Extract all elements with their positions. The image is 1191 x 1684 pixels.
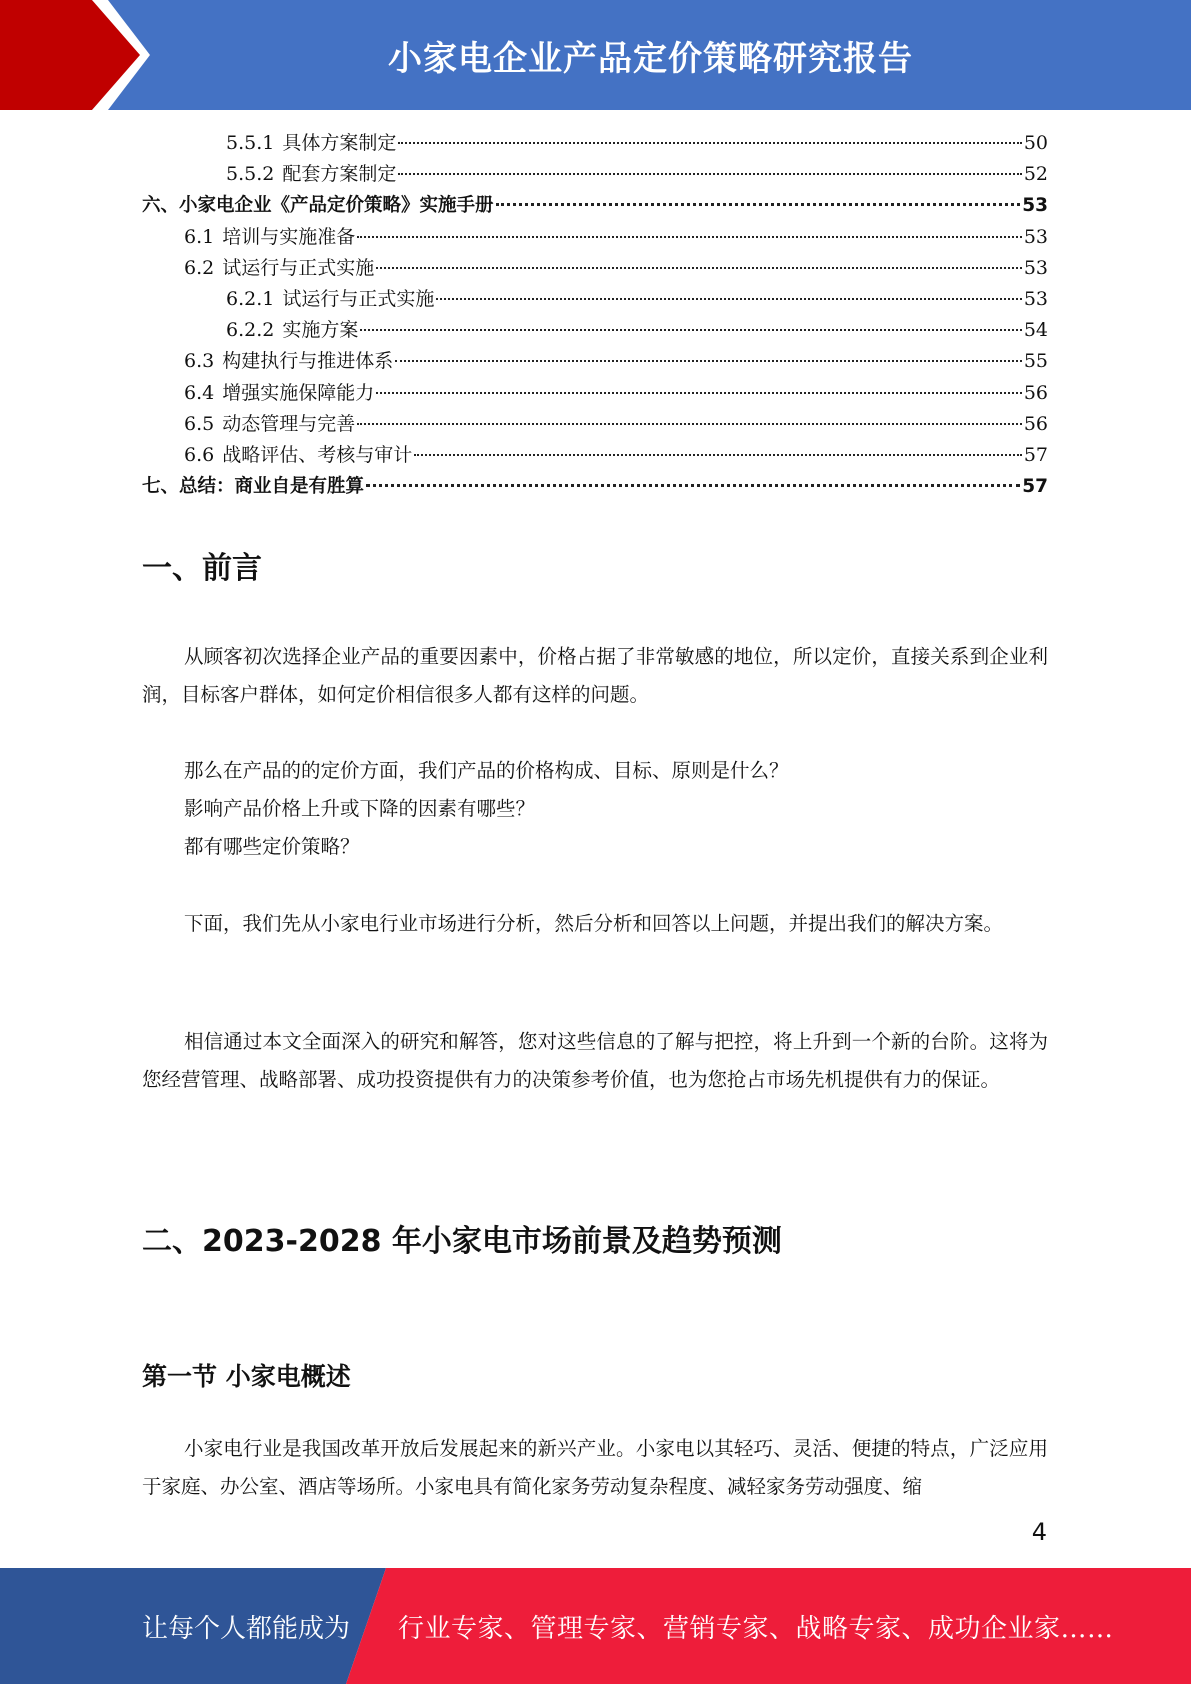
footer-slogan-left: 让每个人都能成为 [142,1613,351,1644]
toc-entry[interactable] [142,440,1048,471]
question-line: 都有哪些定价策略？ [184,835,360,858]
toc-entry-title: 总结：商业自是有胜算 [179,476,365,498]
toc-leader-dots [366,484,1020,487]
section-heading-market-outlook: 二、2023-2028 年小家电市场前景及趋势预测 [142,1224,782,1259]
toc-entry[interactable] [142,409,1048,440]
paragraph: 小家电行业是我国改革开放后发展起来的新兴产业。小家电以其轻巧、灵活、便捷的特点，广泛应用于家庭、办公室、酒店等场所。小家电具有简化家务劳动复杂程度、减轻家务劳动强度、缩 [142,1437,1048,1498]
footer-slogan-right: 行业专家、管理专家、营销专家、战略专家、成功企业家…… [398,1613,1114,1644]
toc-entry[interactable] [142,159,1048,190]
toc-entry[interactable] [142,253,1048,284]
toc-entry-page: 56 [1023,381,1048,404]
table-of-contents [142,128,1048,502]
toc-leader-dots [398,142,1021,144]
toc-leader-dots [376,267,1022,269]
toc-entry-number: 六、 [142,195,180,217]
toc-entry-title: 培训与实施准备 [222,225,356,248]
subsection-heading: 第一节 小家电概述 [142,1362,351,1391]
toc-entry-page: 52 [1023,163,1048,186]
toc-entry[interactable] [142,346,1048,377]
toc-entry[interactable] [142,190,1048,221]
toc-entry[interactable] [142,128,1048,159]
toc-entry-title: 增强实施保障能力 [222,381,375,404]
toc-entry-page: 54 [1023,319,1048,342]
paragraph: 从顾客初次选择企业产品的重要因素中，价格占据了非常敏感的地位，所以定价，直接关系到企业利润，目标客户群体，如何定价相信很多人都有这样的问题。 [142,645,1048,706]
toc-entry[interactable] [142,378,1048,409]
toc-entry-number: 6.2 [184,256,215,279]
toc-entry-page: 53 [1023,287,1048,310]
paragraph: 下面，我们先从小家电行业市场进行分析，然后分析和回答以上问题，并提出我们的解决方案。 [184,912,1004,935]
toc-entry-number: 6.2.2 [226,319,275,342]
toc-entry-page: 53 [1023,256,1048,279]
toc-leader-dots [414,454,1022,456]
section-heading-preface: 一、前言 [142,551,262,586]
toc-leader-dots [395,360,1022,362]
toc-entry-page: 57 [1022,476,1048,498]
toc-entry-number: 5.5.2 [226,163,275,186]
toc-leader-dots [360,329,1021,331]
toc-entry-page: 57 [1023,443,1048,466]
toc-leader-dots [357,236,1022,238]
toc-entry-title: 战略评估、考核与审计 [222,443,413,466]
toc-entry-number: 5.5.1 [226,132,275,154]
toc-entry[interactable] [142,315,1048,346]
toc-entry-number: 6.6 [184,443,215,466]
toc-entry[interactable] [142,471,1048,502]
toc-entry-title: 实施方案 [282,319,359,342]
toc-entry-title: 试运行与正式实施 [222,256,375,279]
toc-entry-number: 七、 [142,476,180,498]
toc-leader-dots [436,298,1021,300]
toc-leader-dots [357,423,1022,425]
page-number: 4 [1031,1518,1047,1546]
toc-entry-number: 6.3 [184,350,215,373]
toc-entry-number: 6.5 [184,412,215,435]
toc-entry-page: 50 [1023,132,1048,154]
toc-entry-title: 具体方案制定 [282,132,397,154]
toc-leader-dots [496,203,1021,206]
toc-entry-number: 6.4 [184,381,215,404]
toc-leader-dots [398,173,1021,175]
page-header [0,0,1191,110]
page-footer [0,1568,1191,1684]
toc-entry-number: 6.1 [184,225,215,248]
toc-entry-title: 小家电企业《产品定价策略》实施手册 [179,195,494,217]
toc-entry-title: 动态管理与完善 [222,412,356,435]
toc-entry-page: 55 [1023,350,1048,373]
toc-entry-page: 53 [1023,225,1048,248]
toc-entry-page: 56 [1023,412,1048,435]
paragraph: 相信通过本文全面深入的研究和解答，您对这些信息的了解与把控，将上升到一个新的台阶。这将为您经营管理、战略部署、成功投资提供有力的决策参考价值，也为您抢占市场先机提供有力的保证。 [142,1030,1048,1091]
toc-entry-page: 53 [1022,195,1048,217]
toc-entry[interactable] [142,222,1048,253]
question-line: 影响产品价格上升或下降的因素有哪些？ [184,797,536,820]
report-title: 小家电企业产品定价策略研究报告 [388,38,913,79]
toc-entry-number: 6.2.1 [226,287,275,310]
question-line: 那么在产品的的定价方面，我们产品的价格构成、目标、原则是什么？ [184,759,789,782]
toc-leader-dots [376,392,1022,394]
toc-entry-title: 试运行与正式实施 [282,287,435,310]
toc-entry-title: 配套方案制定 [282,163,397,186]
toc-entry-title: 构建执行与推进体系 [222,350,394,373]
header-arrow-decoration [0,0,160,110]
toc-entry[interactable] [142,284,1048,315]
